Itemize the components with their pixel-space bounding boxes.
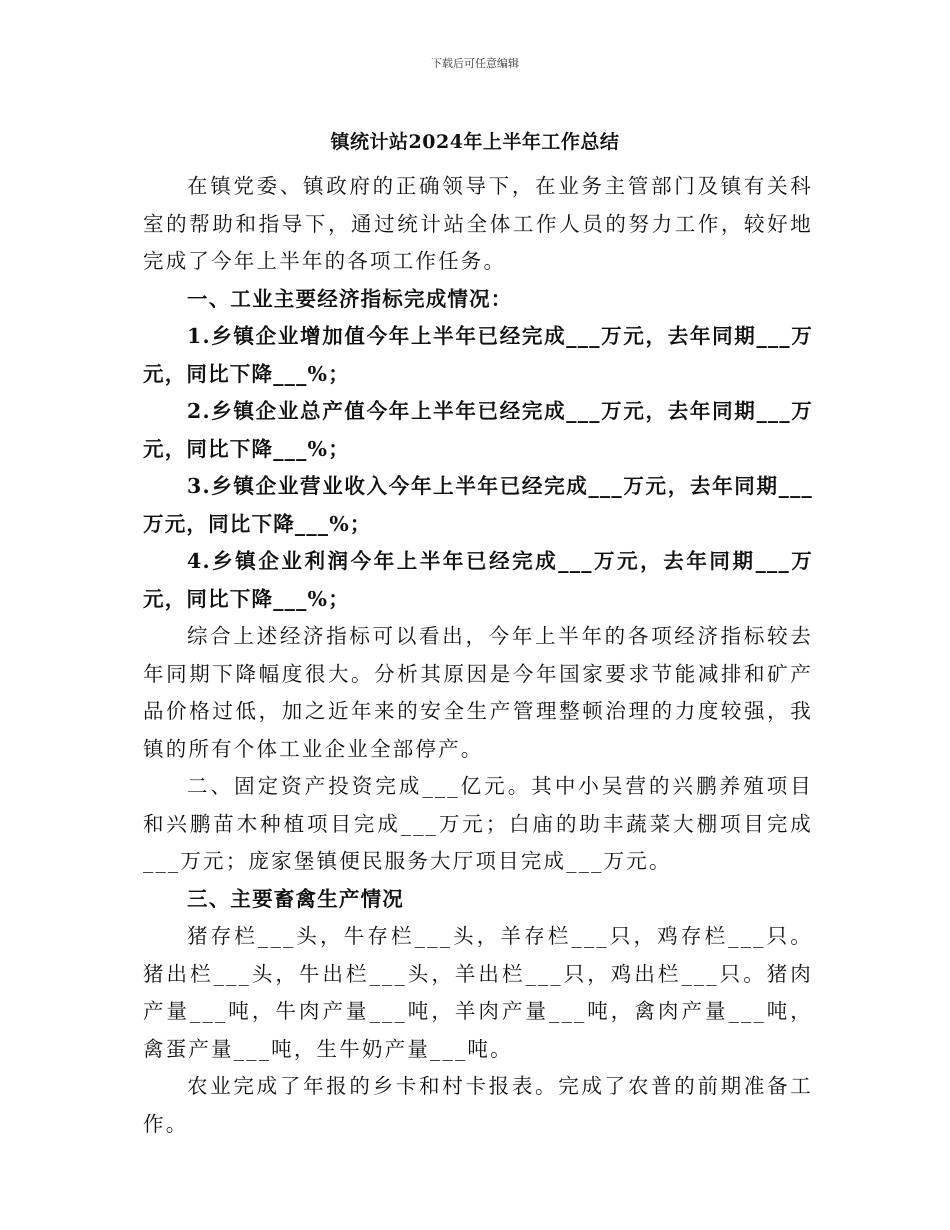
agriculture-paragraph: 农业完成了年报的乡卡和村卡报表。完成了农普的前期准备工作。 (143, 1074, 813, 1136)
section-fixed-assets: 二、固定资产投资完成___亿元。其中小吴营的兴鹏养殖项目和兴鹏苗木种植项目完成___万元；白庙的助丰蔬菜大棚项目完成___万元；庞家堡镇便民服务大厅项目完成___万元。 (143, 774, 813, 873)
section-heading-industry: 一、工业主要经济指标完成情况： (187, 286, 513, 311)
analysis-paragraph: 综合上述经济指标可以看出，今年上半年的各项经济指标较去年同期下降幅度很大。分析其原因是今年国家要求节能减排和矿产品价格过低，加之近年来的安全生产管理整顿治理的力度较强，我镇的所有个体工业企业全部停产。 (143, 624, 813, 761)
industry-item-4: 4.乡镇企业利润今年上半年已经完成___万元，去年同期___万元，同比下降___%； (143, 549, 813, 611)
section-heading-livestock: 三、主要畜禽生产情况 (187, 886, 404, 911)
intro-paragraph: 在镇党委、镇政府的正确领导下，在业务主管部门及镇有关科室的帮助和指导下，通过统计站全体工作人员的努力工作，较好地完成了今年上半年的各项工作任务。 (143, 174, 813, 273)
industry-item-2: 2.乡镇企业总产值今年上半年已经完成___万元，去年同期___万元，同比下降___%； (143, 399, 813, 461)
industry-item-1: 1.乡镇企业增加值今年上半年已经完成___万元，去年同期___万元，同比下降___%； (143, 324, 813, 386)
document-body (143, 168, 813, 1143)
document-title: 镇统计站2024年上半年工作总结 (330, 131, 620, 153)
livestock-paragraph: 猪存栏___头，牛存栏___头，羊存栏___只，鸡存栏___只。猪出栏___头，牛出栏___头，羊出栏___只，鸡出栏___只。猪肉产量___吨，牛肉产量___吨，羊肉产量___吨，禽肉产量___吨，禽蛋产量___吨，生牛奶产量___吨。 (143, 924, 813, 1061)
header-note: 下载后可任意编辑 (431, 57, 519, 70)
industry-item-3: 3.乡镇企业营业收入今年上半年已经完成___万元，去年同期___万元，同比下降___%； (143, 474, 813, 536)
